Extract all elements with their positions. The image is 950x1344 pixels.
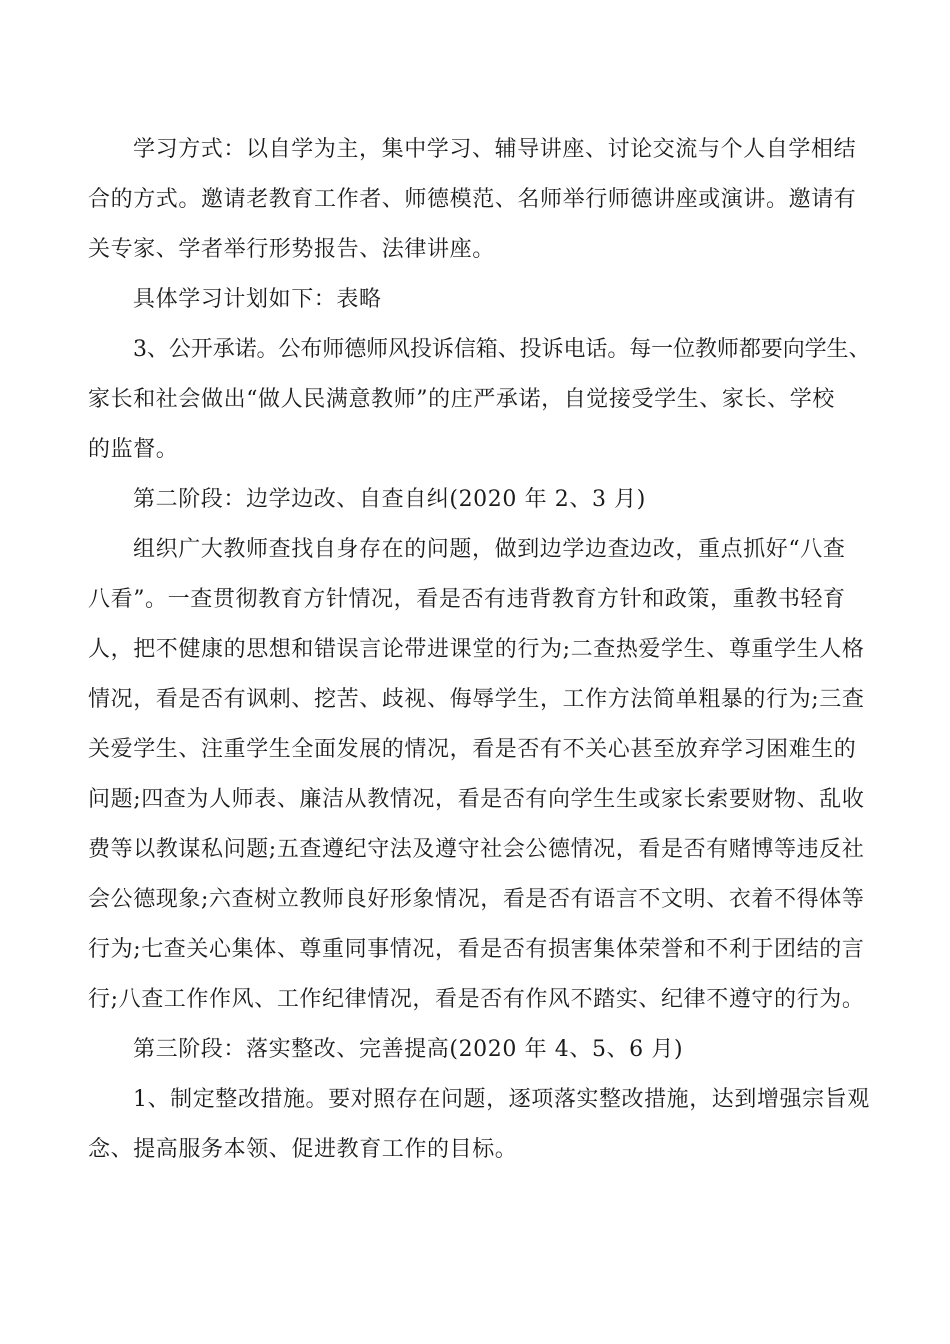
text-line-18: 行;八查工作作风、工作纪律情况，看是否有作风不踏实、纪律不遵守的行为。 (88, 987, 865, 1012)
text-line-11: 人，把不健康的思想和错误言论带进课堂的行为;二查热爱学生、尊重学生人格 (88, 637, 865, 662)
text-line-15: 费等以教谋私问题;五查遵纪守法及遵守社会公德情况，看是否有赌博等违反社 (88, 837, 865, 862)
text-line-17: 行为;七查关心集体、尊重同事情况，看是否有损害集体荣誉和不利于团结的言 (88, 937, 865, 962)
text-line-9: 组织广大教师查找自身存在的问题，做到边学边查边改，重点抓好“八查 (133, 537, 846, 562)
text-line-20: 1、制定整改措施。要对照存在问题，逐项落实整改措施，达到增强宗旨观 (133, 1087, 870, 1112)
text-line-4: 具体学习计划如下：表略 (133, 287, 382, 312)
text-line-1: 学习方式：以自学为主，集中学习、辅导讲座、讨论交流与个人自学相结 (133, 137, 857, 162)
text-line-8: 第二阶段：边学边改、自查自纠(2020 年 2、3 月) (133, 487, 646, 512)
text-line-19: 第三阶段：落实整改、完善提高(2020 年 4、5、6 月) (133, 1037, 684, 1062)
text-line-2: 合的方式。邀请老教育工作者、师德模范、名师举行师德讲座或演讲。邀请有 (88, 187, 857, 212)
text-line-6: 家长和社会做出“做人民满意教师”的庄严承诺，自觉接受学生、家长、学校 (88, 387, 835, 412)
text-line-3: 关专家、学者举行形势报告、法律讲座。 (88, 237, 495, 262)
text-line-12: 情况，看是否有讽刺、挖苦、歧视、侮辱学生，工作方法简单粗暴的行为;三查 (88, 687, 865, 712)
text-line-10: 八看”。一查贯彻教育方针情况，看是否有违背教育方针和政策，重教书轻育 (88, 587, 846, 612)
text-line-13: 关爱学生、注重学生全面发展的情况，看是否有不关心甚至放弃学习困难生的 (88, 737, 857, 762)
text-line-7: 的监督。 (88, 437, 179, 462)
text-line-14: 问题;四查为人师表、廉洁从教情况，看是否有向学生生或家长索要财物、乱收 (88, 787, 865, 812)
text-line-21: 念、提高服务本领、促进教育工作的目标。 (88, 1137, 518, 1162)
text-line-16: 会公德现象;六查树立教师良好形象情况，看是否有语言不文明、衣着不得体等 (88, 887, 865, 912)
text-line-5: 3、公开承诺。公布师德师风投诉信箱、投诉电话。每一位教师都要向学生、 (133, 337, 871, 362)
